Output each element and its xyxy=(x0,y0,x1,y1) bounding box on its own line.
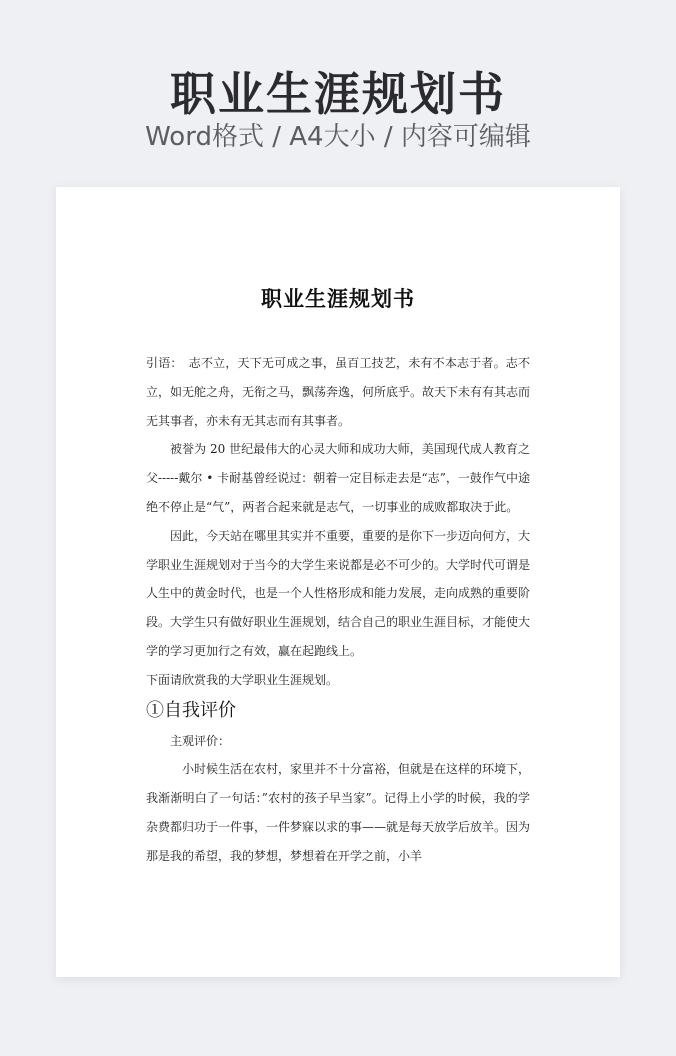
page-subtitle: Word格式 / A4大小 / 内容可编辑 xyxy=(145,122,531,152)
section-heading: ①自我评价 xyxy=(146,699,236,721)
page-title: 职业生涯规划书 xyxy=(170,67,506,121)
body-paragraph: 下面请欣赏我的大学职业生涯规划。 xyxy=(146,672,339,687)
subsection-heading: 主观评价： xyxy=(170,733,231,748)
intro-paragraph: 引语： 志不立，天下无可成之事，虽百工技艺，未有不本志于者。志不立，如无舵之舟，无衔之马，飘荡奔逸，何所底乎。故天下未有有其志而无其事者，亦未有无其志而有其事者。 xyxy=(146,356,531,428)
document-page xyxy=(56,187,620,977)
document-body xyxy=(146,349,530,871)
body-paragraph: 小时候生活在农村，家里并不十分富裕，但就是在这样的环境下，我渐渐明白了一句话：”农村的孩子早当家”。记得上小学的时候，我的学杂费都归功于一件事，一件梦寐以求的事——就是每天放学后放羊。因为那是我的希望，我的梦想，梦想着在开学之前，小羊 xyxy=(146,762,531,863)
body-paragraph: 被誉为 20 世纪最伟大的心灵大师和成功大师，美国现代成人教育之父-----戴尔 • 卡耐基曾经说过：朝着一定目标走去是“志”，一鼓作气中途绝不停止是“气”，两者合起来就是志气，一切事业的成败都取决于此。 xyxy=(146,442,530,514)
document-title: 职业生涯规划书 xyxy=(261,286,415,311)
body-paragraph: 因此，今天站在哪里其实并不重要，重要的是你下一步迈向何方，大学职业生涯规划对于当今的大学生来说都是必不可少的。大学时代可谓是人生中的黄金时代，也是一个人性格形成和能力发展，走向成熟的重要阶段。大学生只有做好职业生涯规划，结合自己的职业生涯目标，才能使大学的学习更加行之有效，赢在起跑线上。 xyxy=(146,528,531,658)
